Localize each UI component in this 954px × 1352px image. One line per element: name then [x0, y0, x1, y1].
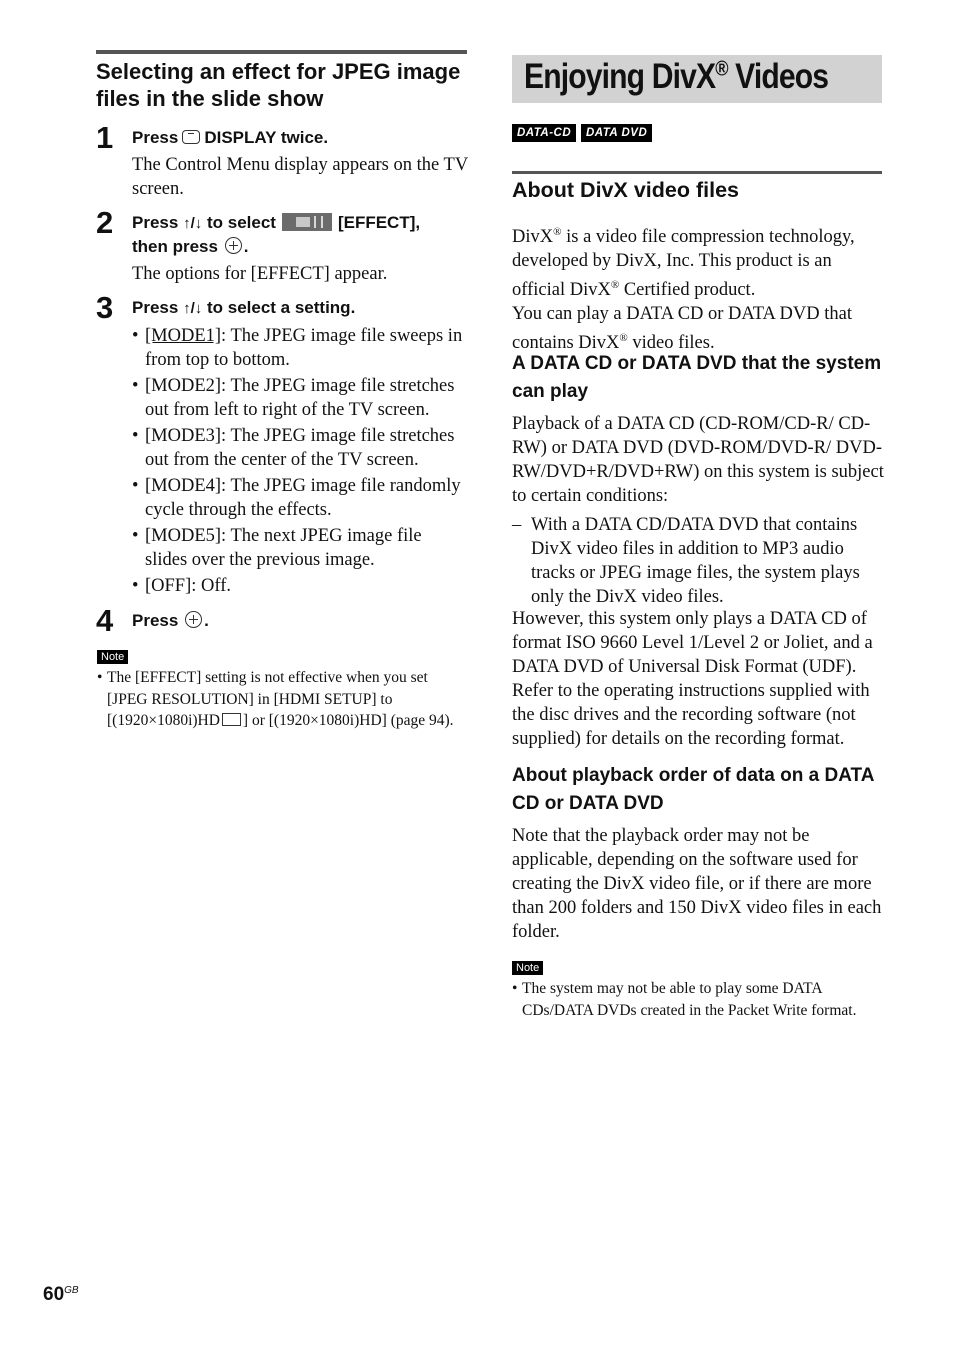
up-down-arrows-icon: ↑/↓: [183, 300, 203, 317]
list-item: • [MODE3]: The JPEG image file stretches out from the center of the TV screen.: [132, 424, 468, 472]
up-down-arrows-icon: ↑/↓: [183, 215, 203, 232]
effect-menu-icon: [282, 213, 332, 231]
step-number: 2: [96, 205, 114, 240]
step-instruction: Press .: [132, 611, 209, 630]
data-cd-badge: DATA-CD: [512, 124, 576, 142]
step-instruction: Press ↑/↓ to select a setting.: [132, 298, 356, 317]
subheading-playback-order: About playback order of data on a DATA CD or DATA DVD: [512, 765, 874, 814]
list-item: – With a DATA CD/DATA DVD that contains DivX video files in addition to MP3 audio tracks or JPEG image files, the system plays only the DivX video files.: [512, 515, 860, 607]
section-heading-jpeg-effect: Selecting an effect for JPEG image files in the slide show: [96, 59, 461, 111]
subheading-playable-discs: A DATA CD or DATA DVD that the system can play: [512, 353, 882, 402]
section-heading-about-divx: About DivX video files: [512, 178, 739, 202]
note-text: • The system may not be able to play some DATA CDs/DATA DVDs created in the Packet Write format.: [512, 980, 857, 1019]
note-badge: Note: [97, 650, 128, 664]
step-instruction: Press DISPLAY twice.: [132, 128, 329, 147]
left-section-rule: [96, 50, 467, 54]
list-item: • [MODE5]: The next JPEG image file slides over the previous image.: [132, 524, 468, 572]
step-number: 1: [96, 120, 114, 155]
playable-discs-paragraph: Playback of a DATA CD (CD-ROM/CD-R/ CD-RW) or DATA DVD (DVD-ROM/DVD-R/ DVD-RW/DVD+R/DVD+RW) on this system is subject to certain conditions:: [512, 414, 884, 506]
step-number: 4: [96, 603, 114, 638]
enter-button-icon: [225, 237, 242, 254]
step-description: The Control Menu display appears on the TV screen.: [132, 155, 468, 199]
right-section-rule: [512, 171, 882, 174]
list-item: • [MODE1]: The JPEG image file sweeps in from top to bottom.: [132, 324, 468, 372]
step-description: The options for [EFFECT] appear.: [132, 264, 388, 284]
hd-size-icon: [222, 713, 241, 726]
step-instruction: Press ↑/↓ to select [EFFECT], then press .: [132, 213, 421, 256]
intro-paragraph: DivX® is a video file compression technology, developed by DivX, Inc. This product is an official DivX® Certified product. You can play a DATA CD or DATA DVD that contains DivX® video files.: [512, 226, 855, 354]
list-item: • [MODE4]: The JPEG image file randomly cycle through the effects.: [132, 474, 468, 522]
enter-button-icon: [185, 611, 202, 628]
page-title-bar: [512, 55, 882, 103]
page-number: $60_{GB}$: [43, 1284, 79, 1305]
list-item: • [MODE2]: The JPEG image file stretches out from left to right of the TV screen.: [132, 374, 468, 422]
list-item: • [OFF]: Off.: [132, 574, 468, 598]
disc-format-paragraph: However, this system only plays a DATA CD of format ISO 9660 Level 1/Level 2 or Joliet, and a DATA DVD of Universal Disk Format (UDF). Refer to the operating instructions supplied with the disc drives and the recording software (not supplied) for details on the recording format.: [512, 609, 873, 749]
data-dvd-badge: DATA DVD: [581, 124, 652, 142]
note-badge: Note: [512, 961, 543, 975]
playback-order-paragraph: Note that the playback order may not be applicable, depending on the software used for creating the DivX video file, or if there are more than 200 folders and 150 DivX video files in each folder.: [512, 826, 882, 942]
page-title: Enjoying DivX® Videos: [524, 57, 829, 96]
note-text: • The [EFFECT] setting is not effective when you set [JPEG RESOLUTION] in [HDMI SETUP] to [(1920×1080i)HD ] or [(1920×1080i)HD] (page 94).: [97, 669, 454, 729]
effect-mode-list: [132, 324, 468, 600]
step-number: 3: [96, 290, 114, 325]
display-button-icon: [182, 130, 200, 144]
